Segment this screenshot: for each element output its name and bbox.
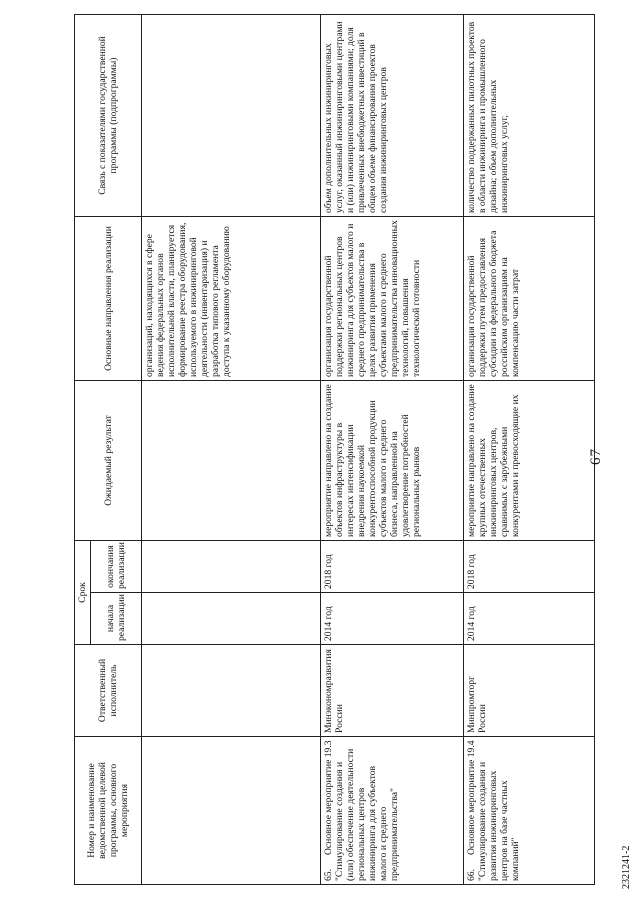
row-directions: организация государственной поддержки путем предоставления субсидии из федерального бюджета российским организациям на компенсацию части затрат (464, 217, 595, 381)
row-start: 2014 год (464, 593, 595, 645)
row-executor (142, 645, 321, 737)
row-name-cell (321, 737, 464, 885)
header-directions: Основные направления реализации (75, 217, 142, 381)
header-executor: Ответственный исполнитель (75, 645, 142, 737)
header-end: окончания реализации (91, 541, 142, 593)
row-name-cell (464, 737, 595, 885)
row-directions: организация государственной поддержки региональных центров инжиниринга для субъектов малого и среднего предпринимательства в целях развития применения субъектами малого и среднего предпринимательства инновационных технологий, повышения технологической готовности (321, 217, 464, 381)
header-link: Связь с показателями государственной программы (подпрограммы) (75, 15, 142, 217)
row-name-cell (142, 737, 321, 885)
table-row (321, 15, 464, 885)
row-number: 65. (323, 869, 334, 881)
page-number: 67 (588, 448, 604, 465)
row-result (142, 381, 321, 541)
row-name: Основное мероприятие 19.3 "Стимулирование создания и (или) обеспечение деятельности региональных центров инжиниринга для субъектов малого и среднего предпринимательства" (323, 740, 400, 881)
row-link: количество поддержанных пилотных проектов в области инжиниринга и промышленного дизайна; объем дополнительных инжиниринговых услуг, (464, 15, 595, 217)
row-end: 2018 год (321, 541, 464, 593)
row-number: 66. (466, 869, 477, 881)
header-term: Срок (75, 541, 91, 645)
row-result: мероприятие направлено на создание объектов инфраструктуры в интересах интенсификации внедрения наукоемкой конкурентоспособной продукции субъектов малого и среднего бизнеса, направленной на удовлетворение потребностей региональных рынков (321, 381, 464, 541)
row-link: объем дополнительных инжиниринговых услуг, оказанный инжиниринговыми центрами и (или) инжиниринговыми компаниями; доля привлеченных внебюджетных инвестиций в общем объеме финансирования проектов создания инжиниринговых центров (321, 15, 464, 217)
table-row (142, 15, 321, 885)
table-row (464, 15, 595, 885)
header-row-top (75, 15, 91, 885)
row-executor: Минпромторг России (464, 645, 595, 737)
header-name: Номер и наименование ведомственной целевой программы, основного мероприятия (75, 737, 142, 885)
row-result: мероприятие направлено на создание крупных отечественных инжиниринговых центров, сравнимых с зарубежными конкурентами и превосходящие их (464, 381, 595, 541)
row-link (142, 15, 321, 217)
row-name: Основное мероприятие 19.4 "Стимулирование создания и развития инжиниринговых центров на базе частных компаний" (466, 740, 521, 881)
row-directions: организаций, находящихся в сфере ведения федеральных органов исполнительной власти, планируется формирование реестра оборудования, используемого в инжиниринговой деятельности (инвентаризация) и разработка типового регламента доступа к указанному оборудованию (142, 217, 321, 381)
program-table (74, 14, 595, 885)
row-end: 2018 год (464, 541, 595, 593)
document-code: 2321241-2 (621, 845, 632, 889)
row-end (142, 541, 321, 593)
header-start: начала реализации (91, 593, 142, 645)
header-result: Ожидаемый результат (75, 381, 142, 541)
row-executor: Минэкономразвития России (321, 645, 464, 737)
row-start (142, 593, 321, 645)
row-start: 2014 год (321, 593, 464, 645)
